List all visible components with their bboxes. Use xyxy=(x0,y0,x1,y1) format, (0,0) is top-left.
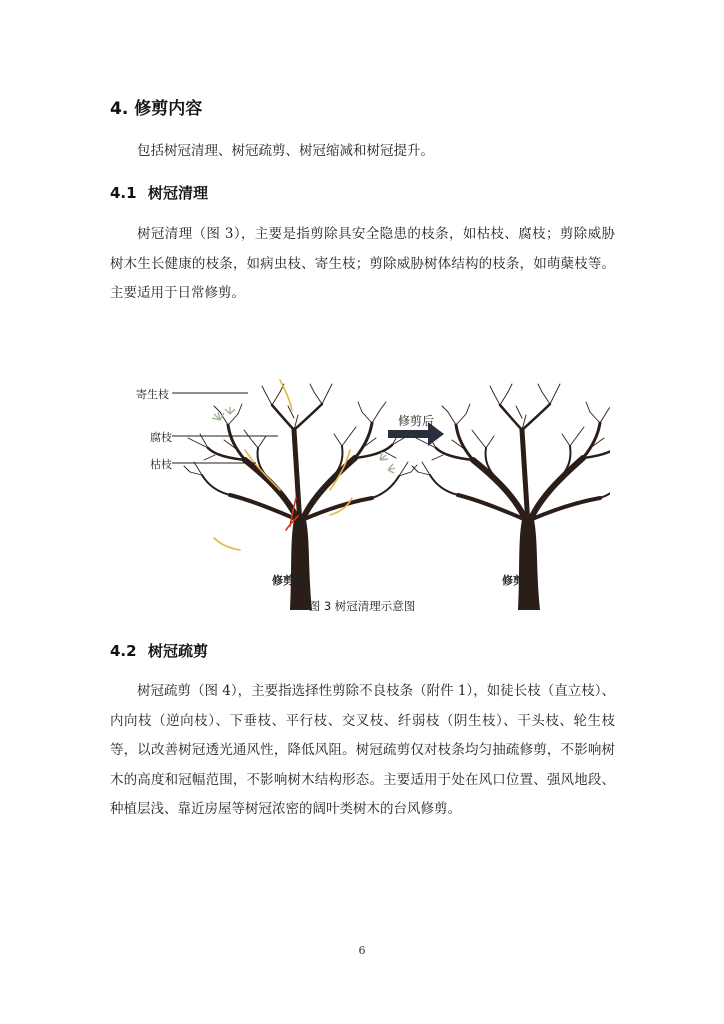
label-before: 修剪前 xyxy=(272,574,305,587)
section-4-2-title: 树冠疏剪 xyxy=(148,642,209,660)
section-4-2-body: 树冠疏剪（图 4），主要指选择性剪除不良枝条（附件 1），如徒长枝（直立枝）、内向枝（逆向枝）、下垂枝、平行枝、交叉枝、纤弱枝（阴生枝）、干头枝、轮生枝等，以改善树冠透光通风性，降低风阻。树冠疏剪仅对枝条均匀抽疏修剪，不影响树木的高度和冠幅范围，不影响树木结构形态。主要适用于处在风口位置、强风地段、种植层浅、靠近房屋等树冠浓密的阔叶类树木的台风修剪。 xyxy=(110,683,616,817)
label-after: 修剪后 xyxy=(502,574,535,587)
section-4-2-number: 4.2 xyxy=(110,642,137,660)
figure-3-caption: 图 3 树冠清理示意图 xyxy=(308,599,416,613)
section-4-1-number: 4.1 xyxy=(110,184,137,202)
section-4-1-heading xyxy=(110,182,208,203)
label-dead-branch: 枯枝 xyxy=(150,458,172,471)
label-leader-lines xyxy=(172,393,278,463)
section-4-intro: 包括树冠清理、树冠疏剪、树冠缩减和树冠提升。 xyxy=(137,143,434,159)
figure-3 xyxy=(130,330,610,620)
page-number: 6 xyxy=(358,944,366,957)
section-4-1-body: 树冠清理（图 3），主要是指剪除具安全隐患的枝条，如枯枝、腐枝；剪除威胁树木生长健康的枝条，如病虫枝、寄生枝；剪除威胁树体结构的枝条，如萌蘖枝等。主要适用于日常修剪。 xyxy=(110,226,615,301)
dead-branch-mark xyxy=(214,380,352,550)
label-parasitic-branch: 寄生枝 xyxy=(136,388,169,401)
arrow-label: 修剪后 xyxy=(398,414,435,428)
section-4-1-title: 树冠清理 xyxy=(148,184,209,202)
tree-illustration xyxy=(130,330,610,620)
section-4-2-heading xyxy=(110,640,208,661)
label-rotten-branch: 腐枝 xyxy=(150,431,172,444)
section-4-heading: 4. 修剪内容 xyxy=(110,99,203,119)
